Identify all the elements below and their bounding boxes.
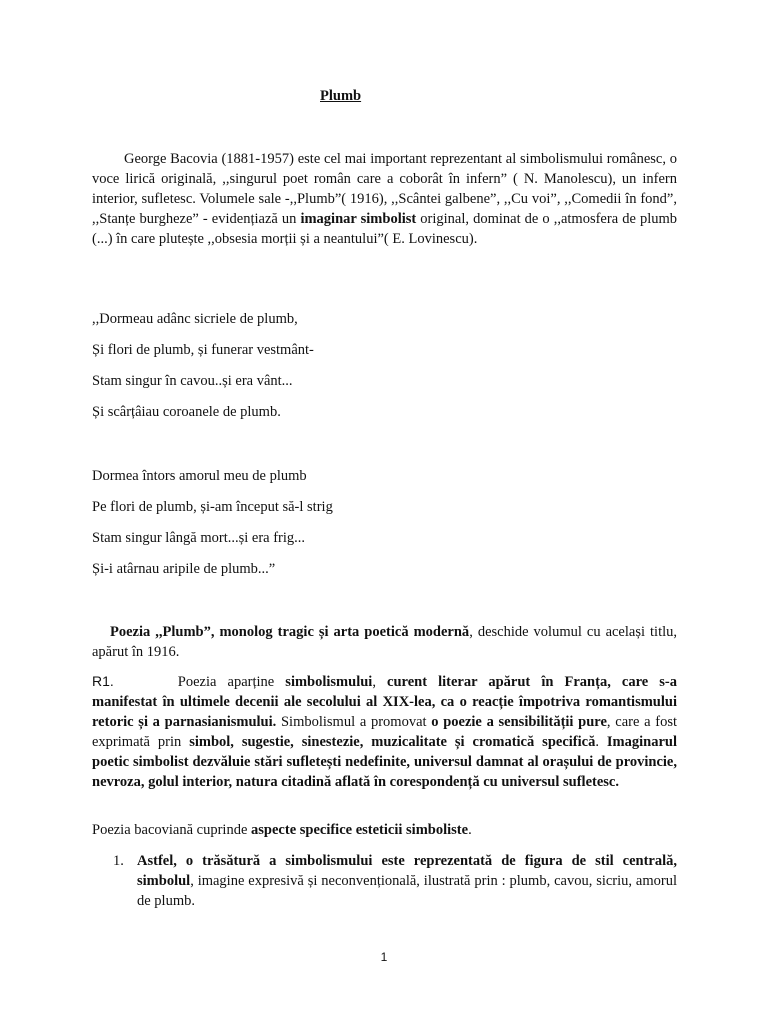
aspects-text-2: . xyxy=(468,822,472,838)
list-item xyxy=(113,851,677,911)
r1-text-2: , xyxy=(372,674,388,690)
poem-intro-paragraph xyxy=(92,622,677,662)
verse-line: Și scârțâiau coroanele de plumb. xyxy=(92,404,281,420)
r1-bold-1: simbolismului xyxy=(285,674,373,690)
poem-intro-bold: Poezia ,,Plumb”, monolog tragic și arta poetică modernă xyxy=(110,624,470,640)
page-number: 1 xyxy=(380,950,388,964)
list-item-text xyxy=(137,851,677,911)
poem-intro-text: , deschide volumul cu același titlu, apărut în 1916. xyxy=(92,624,677,660)
r1-label: R1. xyxy=(92,673,114,689)
r1-text-3: Simbolismul a promovat xyxy=(276,714,432,730)
r1-bold-3: o poezie a sensibilității pure xyxy=(431,714,607,730)
verse-line: Stam singur lângă mort...și era frig... xyxy=(92,530,306,546)
verse-line: ,,Dormeau adânc sicriele de plumb, xyxy=(92,311,298,327)
list-item-plain: , imagine expresivă și neconvențională, ilustrată prin : plumb, cavou, sicriu, amorul de plumb. xyxy=(137,873,677,909)
r1-text-4: , care a fost exprimată prin xyxy=(92,714,678,750)
r1-text-5: . xyxy=(595,734,607,750)
intro-bold-1: imaginar simbolist xyxy=(300,211,417,227)
intro-text-1: George Bacovia (1881-1957) este cel mai important reprezentant al simbolismului românesc, o voce lirică originală, ,,singurul poet român care a coborât în infern” ( N. Manolescu), un infern interior, sufletesc. Volumele sale -,,Plumb”( 1916), ,,Scântei galbene”, ,,Cu voi”, ,,Comedii în fond”, ,,Stanțe burgheze” - evidențiază un xyxy=(92,151,677,227)
verse-line: Dormea întors amorul meu de plumb xyxy=(92,468,307,484)
r1-bold-5: Imaginarul poetic simbolist dezvăluie stări sufletești nedefinite, universul damnat al orașului de provincie, nevroza, golul interior, natura citadină aflată în corespondență cu universul sufletesc. xyxy=(92,734,677,790)
verse-line: Și flori de plumb, și funerar vestmânt- xyxy=(92,342,314,358)
intro-paragraph xyxy=(92,149,677,249)
poem-stanza-2 xyxy=(92,466,677,590)
r1-bold-2: curent literar apărut în Franța, care s-a manifestat în ultimele decenii ale secolului al XIX-lea, ca o reacție împotriva romantismului retoric și a parnasianismului. xyxy=(92,674,677,730)
aspects-text-1: Poezia bacoviană cuprinde xyxy=(92,822,252,838)
list-item-bold: Astfel, o trăsătură a simbolismului este reprezentată de figura de stil centrală, simbolul xyxy=(137,853,677,889)
intro-text-2: original, dominat de o ,,atmosfera de plumb (...) în care plutește ,,obsesia morții și a neantului”( E. Lovinescu). xyxy=(92,211,677,247)
verse-line: Pe flori de plumb, și-am început să-l strig xyxy=(92,499,333,515)
r1-paragraph xyxy=(92,671,677,792)
verse-line: Stam singur în cavou..și era vânt... xyxy=(92,373,293,389)
aspects-bold: aspecte specifice esteticii simboliste xyxy=(251,822,469,838)
verse-line: Și-i atârnau aripile de plumb...” xyxy=(92,561,276,577)
poem-stanza-1 xyxy=(92,309,677,433)
document-title: Plumb xyxy=(320,88,362,104)
r1-text-1: Poezia aparține xyxy=(177,674,286,690)
list-item-number: 1. xyxy=(113,853,124,869)
aspects-paragraph xyxy=(92,820,677,840)
r1-bold-4: simbol, sugestie, sinestezie, muzicalitate și cromatică specifică xyxy=(189,734,596,750)
